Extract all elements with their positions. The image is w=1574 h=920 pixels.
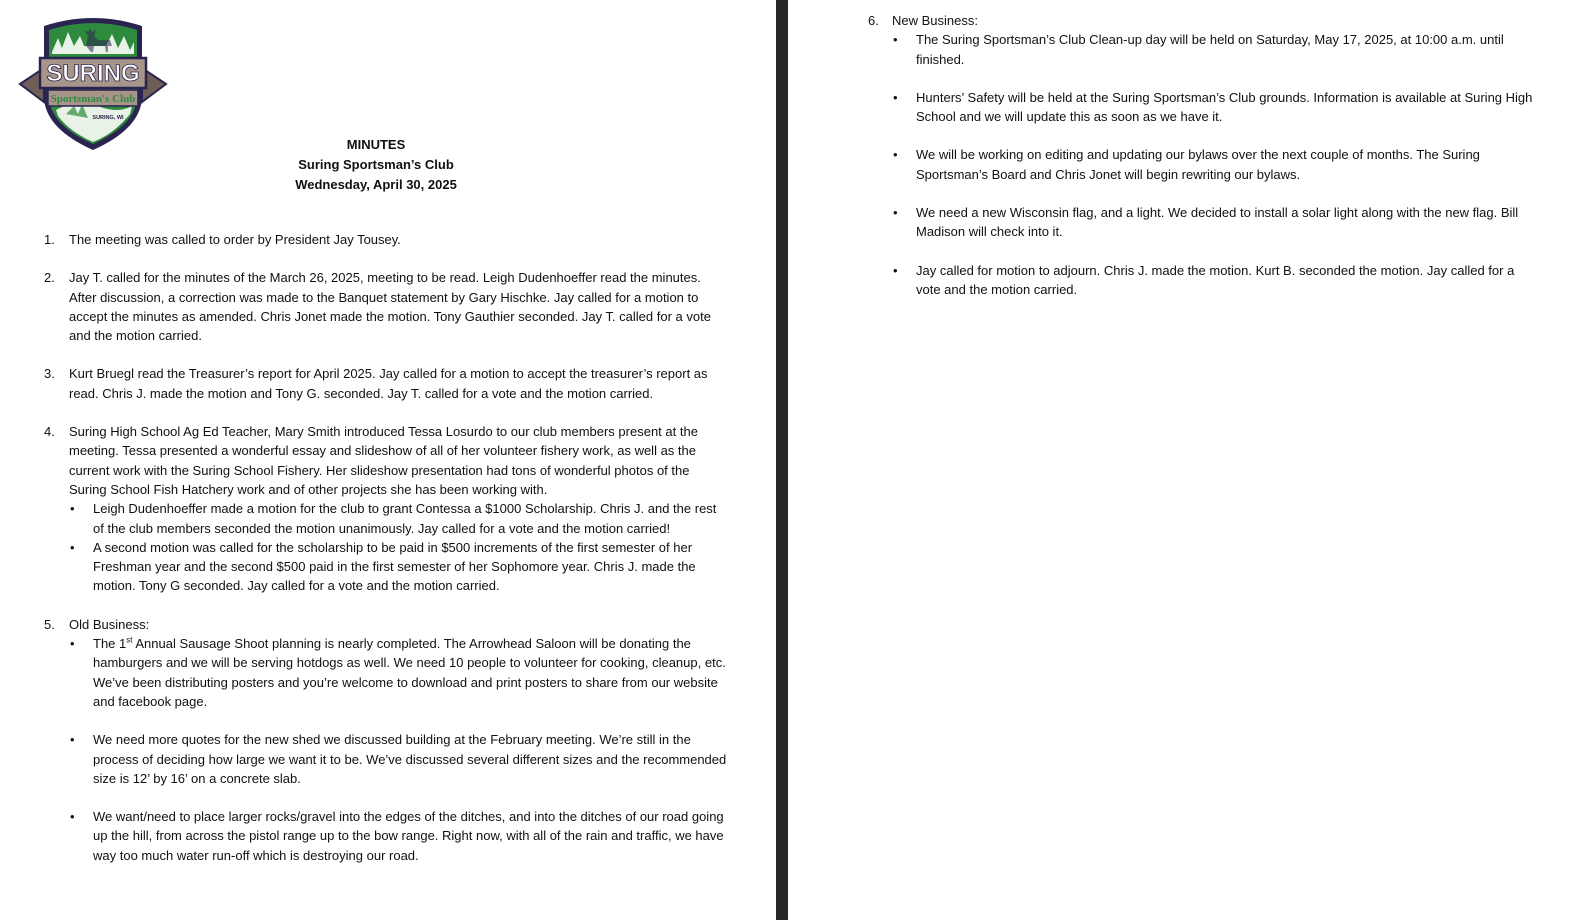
- item-number: 3.: [44, 366, 55, 382]
- bullet-text-pre: The 1: [93, 636, 127, 652]
- bullet-item: • A second motion was called for the scholarship to be paid in $500 increments of the first semester of her Freshman year and the second $500 paid in the first semester of her Sophomore year. Chris J. made the motion. Tony G seconded. Jay called for a vote and the motion carried.: [69, 538, 730, 596]
- bullet-item: • Jay called for motion to adjourn. Chris J. made the motion. Kurt B. seconded the motion. Jay called for a vote and the motion carried.: [892, 261, 1542, 300]
- page-divider: [776, 0, 788, 920]
- item-text: The meeting was called to order by President Jay Tousey.: [69, 232, 401, 247]
- club-name: Suring Sportsman’s Club: [298, 157, 454, 172]
- meeting-date: Wednesday, April 30, 2025: [295, 177, 457, 192]
- bullet-text-post: Annual Sausage Shoot planning is nearly completed. The Arrowhead Saloon will be donating the hamburgers and we will be serving hotdogs as well. We need 10 people to volunteer for cooking, cleanup, etc. We’ve been distributing posters and you’re welcome to download and print posters to share from our website and facebook page.: [93, 636, 726, 709]
- club-logo: [18, 10, 168, 152]
- item-text: Suring High School Ag Ed Teacher, Mary Smith introduced Tessa Losurdo to our club members present at the meeting. Tessa presented a wonderful essay and slideshow of all of her volunteer fishery work, as well as the current work with the Suring School Fishery. Her slideshow presentation had tons of wonderful photos of the Suring School Fish Hatchery work and of other projects she has been working with.: [69, 424, 698, 497]
- bullet-list: [852, 30, 1542, 299]
- bullet-item: • Leigh Dudenhoeffer made a motion for the club to grant Contessa a $1000 Scholarship. Chris J. and the rest of the club members seconded the motion unanimously. Jay called for a vote and the motion carried!: [69, 499, 730, 538]
- ordinal-suffix: st: [126, 635, 133, 645]
- bullet-item: • We need more quotes for the new shed we discussed building at the February meeting. We’re still in the process of deciding how large we want it to be. We’ve discussed several different sizes and the recommended size is 12’ by 16’ on a concrete slab.: [69, 730, 730, 788]
- item-number: 6.: [868, 13, 879, 28]
- item-text: New Business:: [892, 13, 978, 28]
- list-item: [40, 422, 730, 596]
- item-number: 4.: [44, 424, 55, 440]
- list-item: [40, 268, 730, 345]
- document-title: MINUTES: [346, 137, 406, 152]
- item-text: Old Business:: [69, 616, 150, 632]
- list-item: [40, 364, 730, 403]
- bullet-item: • We need a new Wisconsin flag, and a light. We decided to install a solar light along with the new flag. Bill Madison will check into it.: [892, 203, 1542, 242]
- minutes-list: [40, 230, 730, 865]
- item-number: 2.: [44, 270, 55, 286]
- list-item: [40, 615, 730, 865]
- logo-top-text: SURING: [46, 60, 140, 87]
- item-text: Kurt Bruegl read the Treasurer’s report for April 2025. Jay called for a motion to accept the treasurer’s report as read. Chris J. made the motion and Tony G. seconded. Jay T. called for a vote and the motion carried.: [69, 366, 708, 401]
- logo-banner-text: Sportsman's Club: [50, 93, 136, 105]
- logo-location-text: SURING, WI: [92, 115, 124, 121]
- document-header: [0, 135, 752, 195]
- list-item: [40, 230, 730, 249]
- document-page-right: [788, 0, 1574, 920]
- bullet-item: • We want/need to place larger rocks/gravel into the edges of the ditches, and into the ditches of our road going up the hill, from across the pistol range up to the bow range. Right now, with all of the rain and traffic, we have way too much water run-off which is destroying our road.: [69, 807, 730, 865]
- bullet-item: • Hunters’ Safety will be held at the Suring Sportsman’s Club grounds. Information is available at Suring High School and we will update this as soon as we have it.: [892, 88, 1542, 127]
- new-business-heading: [852, 11, 1542, 30]
- document-page-left: [0, 0, 776, 920]
- bullet-list: [69, 499, 730, 595]
- item-number: 5.: [44, 616, 55, 632]
- bullet-item: • We will be working on editing and updating our bylaws over the next couple of months. The Suring Sportsman’s Board and Chris Jonet will begin rewriting our bylaws.: [892, 145, 1542, 184]
- bullet-item: [69, 634, 730, 711]
- item-number: 1.: [44, 232, 55, 247]
- bullet-list: [69, 634, 730, 865]
- minutes-body: [40, 230, 730, 865]
- bullet-item: • The Suring Sportsman’s Club Clean-up day will be held on Saturday, May 17, 2025, at 10:00 a.m. until finished.: [892, 30, 1542, 69]
- item-text: Jay T. called for the minutes of the March 26, 2025, meeting to be read. Leigh Dudenhoeffer read the minutes. After discussion, a correction was made to the Banquet statement by Gary Hischke. Jay called for a motion to accept the minutes as amended. Chris Jonet made the motion. Tony Gauthier seconded. Jay T. called for a vote and the motion carried.: [69, 270, 711, 344]
- new-business-section: [852, 11, 1542, 299]
